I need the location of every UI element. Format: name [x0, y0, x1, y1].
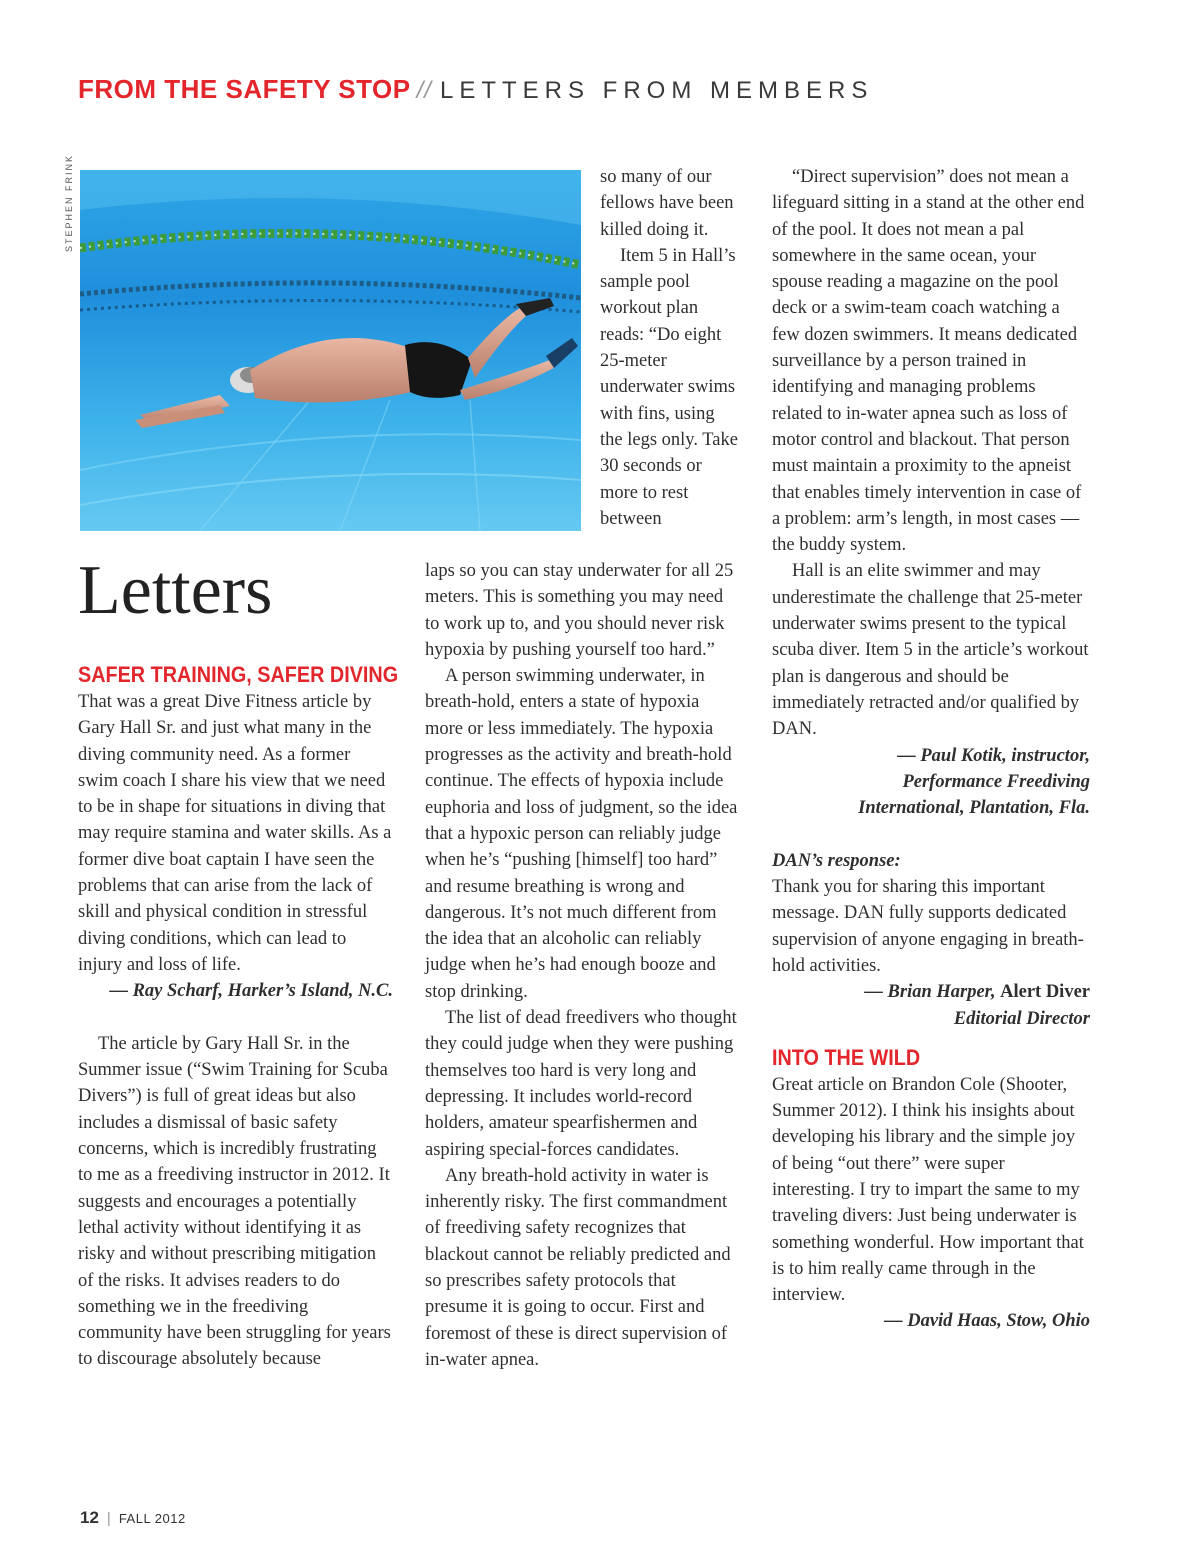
letter-1-signature: — Ray Scharf, Harker’s Island, N.C.	[109, 981, 393, 1002]
letter-2-paragraph-3: A person swimming underwater, in breath-hold, enters a state of hypoxia more or less immediately. The hypoxia progresses as the activity and breath-hold continue. The effects of hypoxia include euphoria and loss of judgment, so the idea that a hypoxic person can reliably judge when he’s “pushing [himself] too hard” and resume breathing is wrong and dangerous. It’s not much different from the idea that an alcoholic can reliably judge when he’s had enough booze and stop drinking.	[425, 666, 738, 1002]
dan-signature-title: Alert Diver	[1000, 982, 1090, 1003]
letter-2-paragraph-6: “Direct supervision” does not mean a lifeguard sitting in a stand at the other end of the pool. It does not mean a pal somewhere in the same ocean, your spouse reading a magazine on the pool deck or a swim-team coach watching a few dozen swimmers. It means dedicated surveillance by a person trained in identifying and managing problems related to in-water apnea such as loss of motor control and blackout. That person must maintain a proximity to the apneist that enables timely intervention in case of a problem: arm’s length, in most cases — the buddy system.	[772, 167, 1085, 556]
page-title: Letters	[78, 552, 273, 629]
dan-response-body: Thank you for sharing this important message. DAN fully supports dedicated supervision of anyone engaging in breath-hold activities.	[772, 877, 1084, 976]
letter-2-paragraph-7: Hall is an elite swimmer and may underestimate the challenge that 25-meter underwater swims present to the typical scuba diver. Item 5 in the article’s workout plan is dangerous and should be immediately retracted and/or qualified by DAN.	[772, 561, 1089, 740]
issue-label: FALL 2012	[118, 1511, 186, 1526]
photo-credit: STEPHEN FRINK	[64, 153, 74, 252]
page-number: 12	[80, 1508, 99, 1527]
letter-3-body: Great article on Brandon Cole (Shooter, Summer 2012). I think his insights about developing his library and the simple joy of being “out there” were super interesting. I try to impart the same to my traveling divers: Just being underwater is something wonderful. How important that is to him really came through in the interview.	[772, 1074, 1084, 1306]
letter-2-signature-line-3: International, Plantation, Fla.	[858, 798, 1090, 819]
letter-2-paragraph-5: Any breath-hold activity in water is inherently risky. The first commandment of freediving safety recognizes that blackout cannot be reliably predicted and so prescribes safety protocols that presume it is going to occur. First and foremost of these is direct supervision of in-water apnea.	[425, 1165, 731, 1370]
letter-2-paragraph-2-top: Item 5 in Hall’s sample pool workout plan reads: “Do eight 25-meter underwater swims with fins, using the legs only. Take 30 seconds or more to rest between	[600, 245, 738, 529]
letter-1-body: That was a great Dive Fitness article by Gary Hall Sr. and just what many in the diving community need. As a former swim coach I share his view that we need to be in shape for situations in diving that may require stamina and water skills. As a former dive boat captain I have seen the problems that can arise from the lack of skill and physical condition in stressful diving conditions, which can lead to injury and loss of life.	[78, 692, 392, 975]
page-footer	[80, 1508, 186, 1528]
letter-2-paragraph-1-continued: so many of our fellows have been killed doing it.	[600, 167, 734, 240]
letter-2-paragraph-1: The article by Gary Hall Sr. in the Summer issue (“Swim Training for Scuba Divers”) is full of great ideas but also includes a dismissal of basic safety concerns, which is incredibly frustrating to me as a freediving instructor in 2012. It suggests and encourages a potentially lethal activity without identifying it as risky and without prescribing mitigation of the risks. It advises readers to do something we in the freediving community have been struggling for years to discourage absolutely because	[78, 1033, 391, 1370]
column-1	[78, 661, 399, 1373]
column-2-lower	[425, 558, 740, 1373]
dan-signature-name: — Brian Harper,	[864, 982, 996, 1003]
column-2-upper	[600, 164, 740, 532]
letter-2-paragraph-4: The list of dead freedivers who thought they could judge when they were pushing themselves too hard is very long and depressing. It includes world-record holders, amateur spearfishermen and aspiring special-forces candidates.	[425, 1008, 737, 1160]
section-header	[78, 74, 873, 105]
dan-response-label: DAN’s response:	[772, 850, 901, 871]
letter-3-signature: — David Haas, Stow, Ohio	[884, 1311, 1090, 1332]
letter-2-signature-line-2: Performance Freediving	[902, 771, 1090, 792]
section-subtitle: LETTERS FROM MEMBERS	[439, 77, 874, 104]
letter-3-heading: INTO THE WILD	[772, 1044, 921, 1070]
column-3	[772, 164, 1090, 1335]
swimmer-photo	[80, 170, 581, 531]
section-title: FROM THE SAFETY STOP	[78, 74, 411, 104]
letter-2-paragraph-2-bottom: laps so you can stay underwater for all 25 meters. This is something you may need to work up to, and you should never risk hypoxia by pushing yourself too hard.”	[425, 561, 734, 660]
footer-divider: |	[106, 1510, 111, 1527]
letter-1-heading: SAFER TRAINING, SAFER DIVING	[78, 662, 399, 687]
dan-response-signature-line-2: Editorial Director	[953, 1008, 1090, 1029]
header-separator: //	[416, 77, 432, 104]
dan-response-signature	[772, 979, 1090, 1005]
letter-2-signature-line-1: — Paul Kotik, instructor,	[897, 745, 1090, 766]
